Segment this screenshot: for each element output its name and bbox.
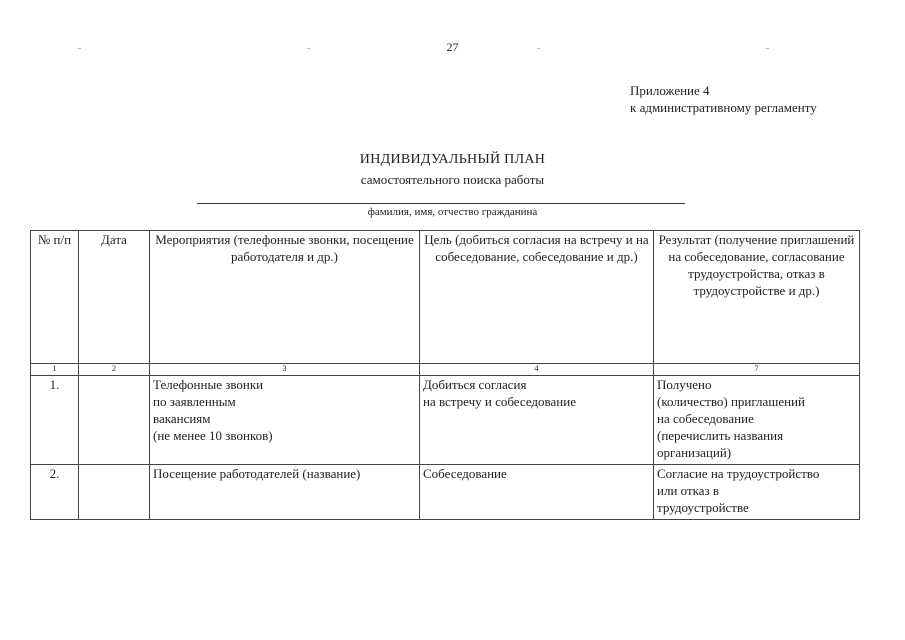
citizen-name-line: [197, 203, 685, 204]
row-goal: Собеседование: [420, 465, 654, 520]
row-date: [79, 376, 150, 465]
header-index: № п/п: [31, 231, 79, 364]
column-number: 2: [79, 364, 150, 376]
header-goal: Цель (добиться согласия на встречу и на собеседование, собеседование и др.): [420, 231, 654, 364]
individual-plan-table: [30, 230, 860, 520]
document-title: ИНДИВИДУАЛЬНЫЙ ПЛАН: [359, 152, 546, 167]
scan-speck: [78, 48, 81, 49]
document-subtitle: самостоятельного поиска работы: [360, 172, 545, 187]
column-number: 1: [31, 364, 79, 376]
appendix-line-1: Приложение 4: [630, 83, 710, 98]
column-number: 3: [150, 364, 420, 376]
table-row: [31, 465, 860, 520]
citizen-name-caption: фамилия, имя, отчество гражданина: [367, 206, 538, 218]
column-number-row: [31, 364, 860, 376]
row-date: [79, 465, 150, 520]
row-activity: Посещение работодателей (название): [150, 465, 420, 520]
appendix-reference: [630, 82, 817, 116]
table-row: [31, 376, 860, 465]
page-number: 27: [446, 40, 459, 54]
appendix-line-2: к административному регламенту: [630, 100, 817, 115]
row-activity: Телефонные звонки по заявленным вакансиям (не менее 10 звонков): [150, 376, 420, 465]
row-index: 2.: [31, 465, 79, 520]
column-number: 7: [654, 364, 860, 376]
header-activity: Мероприятия (телефонные звонки, посещение работодателя и др.): [150, 231, 420, 364]
scan-speck: [766, 48, 769, 49]
row-goal: Добиться согласия на встречу и собеседование: [420, 376, 654, 465]
header-result: Результат (получение приглашений на собеседование, согласование трудоустройства, отказ в трудоустройстве и др.): [654, 231, 860, 364]
scan-speck: [537, 48, 540, 49]
row-index: 1.: [31, 376, 79, 465]
row-result: Получено (количество) приглашений на собеседование (перечислить названия организаций): [654, 376, 860, 465]
scan-speck: [307, 48, 310, 49]
table-header-row: [31, 231, 860, 364]
header-date: Дата: [79, 231, 150, 364]
column-number: 4: [420, 364, 654, 376]
row-result: Согласие на трудоустройство или отказ в трудоустройстве: [654, 465, 860, 520]
